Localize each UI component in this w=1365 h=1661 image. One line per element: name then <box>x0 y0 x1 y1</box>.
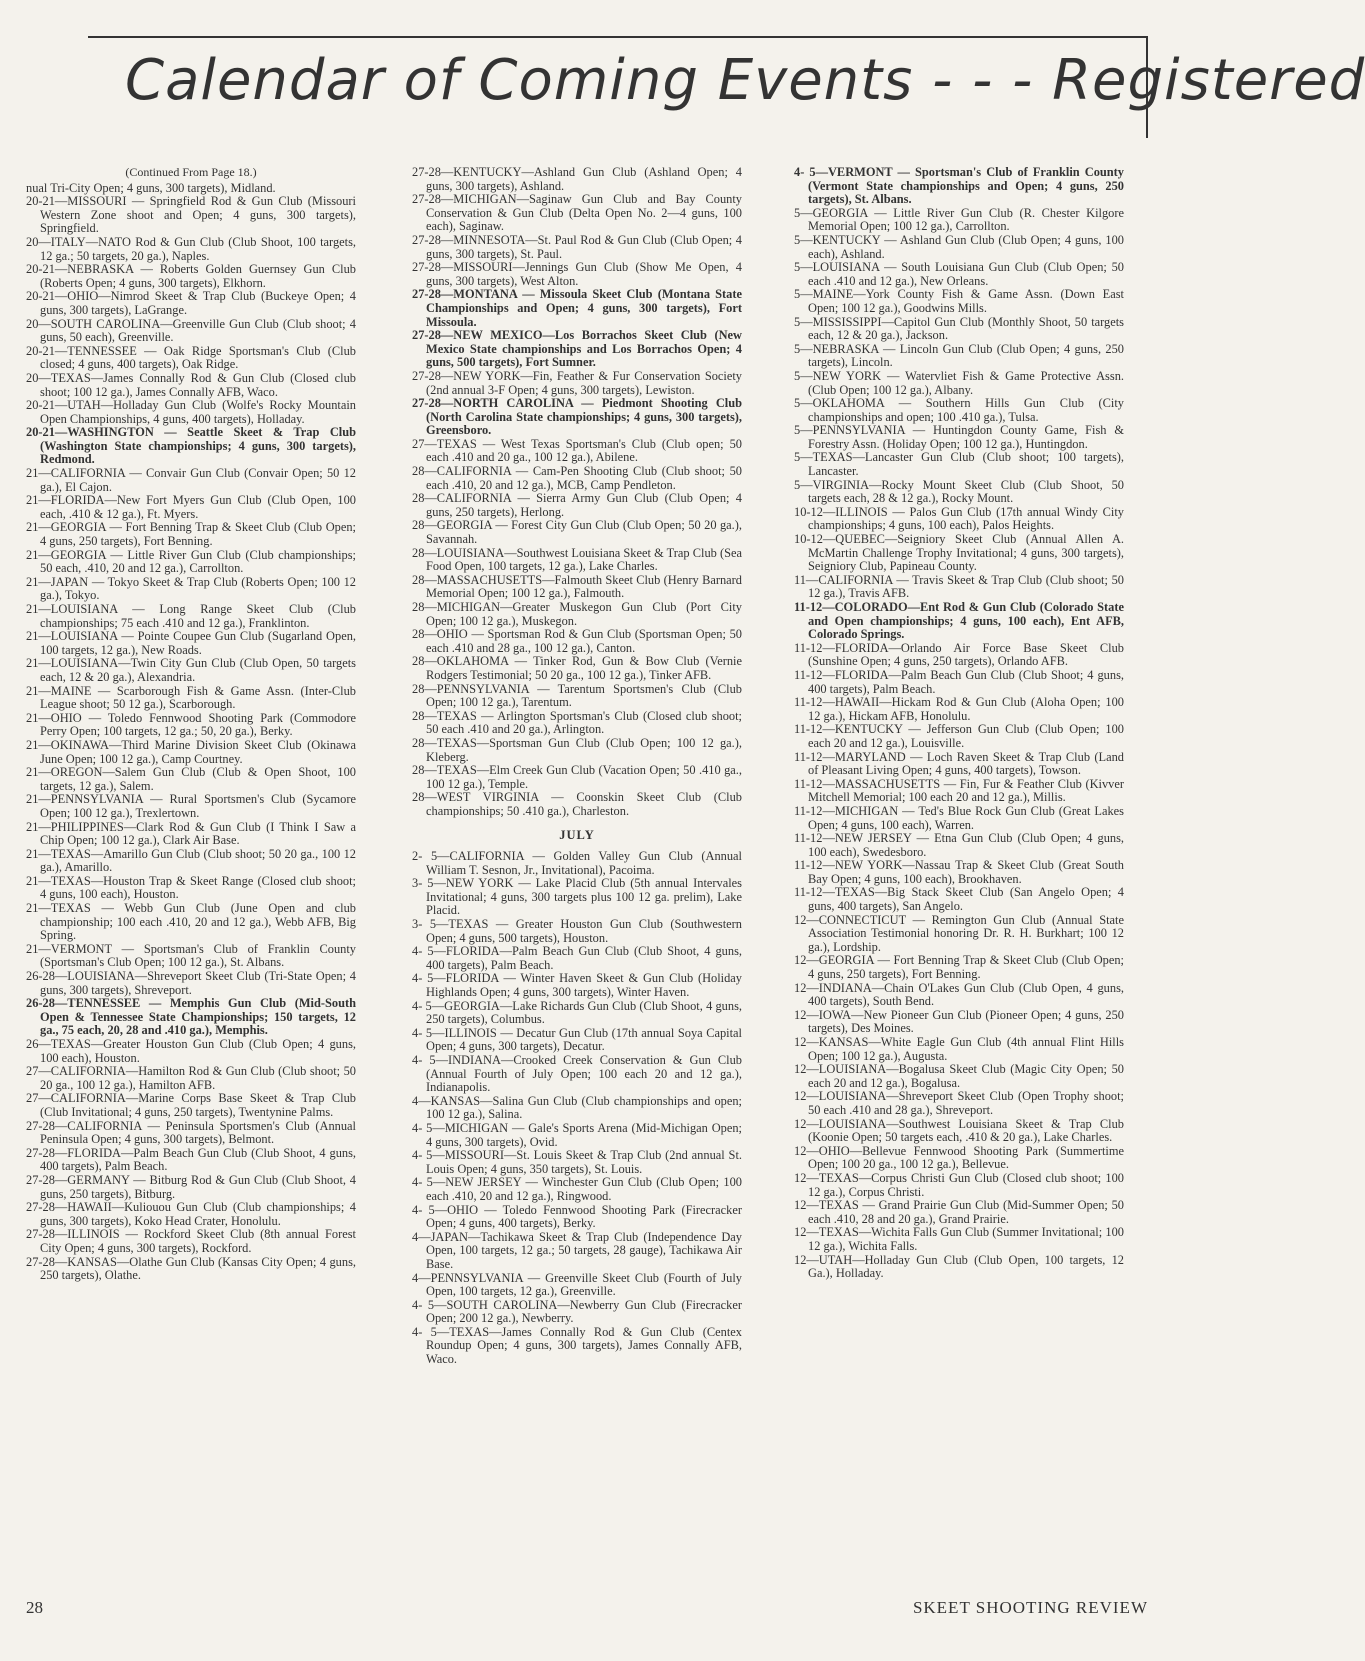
event-entry: 27-28—KENTUCKY—Ashland Gun Club (Ashland Open; 4 guns, 300 targets), Ashland. <box>412 165 742 193</box>
event-entry: 11—CALIFORNIA — Travis Skeet & Trap Club (Club shoot; 50 12 ga.), Travis AFB. <box>794 572 1124 601</box>
event-entry: 4- 5—GEORGIA—Lake Richards Gun Club (Club Shoot, 4 guns, 250 targets), Columbus. <box>412 998 742 1027</box>
event-entry: 5—PENNSYLVANIA — Huntingdon County Game, Fish & Forestry Assn. (Holiday Open; 100 12 ga.), Huntingdon. <box>794 423 1124 451</box>
event-entry: 4—PENNSYLVANIA — Greenville Skeet Club (Fourth of July Open, 100 targets, 12 ga.), Greenville. <box>412 1270 742 1299</box>
event-entry: 4- 5—TEXAS—James Connally Rod & Gun Club (Centex Roundup Open; 4 guns, 300 targets), James Connally AFB, Waco. <box>412 1324 742 1367</box>
event-entry: 20—TEXAS—James Connally Rod & Gun Club (Closed club shoot; 100 12 ga.), James Connally AFB, Waco. <box>26 370 356 399</box>
event-entry: 4- 5—VERMONT — Sportsman's Club of Franklin County (Vermont State championships and Open; 4 guns, 250 targets), St. Albans. <box>794 165 1124 207</box>
event-entry: 27-28—HAWAII—Kuliouou Gun Club (Club championships; 4 guns, 300 targets), Koko Head Crater, Honolulu. <box>26 1200 356 1228</box>
event-entry: 5—TEXAS—Lancaster Gun Club (Club shoot; 100 targets), Lancaster. <box>794 450 1124 479</box>
event-entry: 28—TEXAS—Sportsman Gun Club (Club Open; 100 12 ga.), Kleberg. <box>412 735 742 764</box>
event-entry: 21—TEXAS—Houston Trap & Skeet Range (Closed club shoot; 4 guns, 100 each), Houston. <box>26 873 356 902</box>
event-entry: 21—GEORGIA — Fort Benning Trap & Skeet Club (Club Open; 4 guns, 250 targets), Fort Benning. <box>26 520 356 549</box>
event-entry: 5—MISSISSIPPI—Capitol Gun Club (Monthly Shoot, 50 targets each, 12 & 20 ga.), Jackson. <box>794 314 1124 343</box>
event-entry: 21—GEORGIA — Little River Gun Club (Club championships; 50 each, .410, 20 and 12 ga.), Carrollton. <box>26 547 356 576</box>
event-entry: 12—CONNECTICUT — Remington Gun Club (Annual State Association Testimonial honoring Dr. R. H. Burkhart; 100 12 ga.), Lordship. <box>794 912 1124 954</box>
event-entry: 28—CALIFORNIA — Cam-Pen Shooting Club (Club shoot; 50 each .410, 20 and 12 ga.), MCB, Camp Pendleton. <box>412 464 742 492</box>
event-entry: 20-21—OHIO—Nimrod Skeet & Trap Club (Buckeye Open; 4 guns, 300 targets), LaGrange. <box>26 289 356 317</box>
event-entry: 28—TEXAS — Arlington Sportsman's Club (Closed club shoot; 50 each .410 and 20 ga.), Arlington. <box>412 708 742 737</box>
event-entry: 21—LOUISIANA — Pointe Coupee Gun Club (Sugarland Open, 100 targets, 12 ga.), New Roads. <box>26 629 356 657</box>
event-entry: 21—TEXAS — Webb Gun Club (June Open and club championship; 100 each .410, 20 and 12 ga.), Webb AFB, Big Spring. <box>26 901 356 943</box>
event-entry: 4- 5—INDIANA—Crooked Creek Conservation & Gun Club (Annual Fourth of July Open; 100 each 20 and 12 ga.), Indianapolis. <box>412 1053 742 1095</box>
event-entry: 27-28—CALIFORNIA — Peninsula Sportsmen's Club (Annual Peninsula Open; 4 guns, 300 targets), Belmont. <box>26 1118 356 1147</box>
event-entry: 12—UTAH—Holladay Gun Club (Club Open, 100 targets, 12 Ga.), Holladay. <box>794 1252 1124 1281</box>
event-entry: 4- 5—MISSOURI—St. Louis Skeet & Trap Club (2nd annual St. Louis Open; 4 guns, 350 targets), St. Louis. <box>412 1148 742 1176</box>
event-entry: 11-12—FLORIDA—Palm Beach Gun Club (Club Shoot; 4 guns, 400 targets), Palm Beach. <box>794 667 1124 696</box>
event-entry: 12—GEORGIA — Fort Benning Trap & Skeet Club (Club Open; 4 guns, 250 targets), Fort Benning. <box>794 953 1124 982</box>
event-entry: 27-28—MISSOURI—Jennings Gun Club (Show Me Open, 4 guns, 300 targets), West Alton. <box>412 260 742 288</box>
event-entry: 27-28—MICHIGAN—Saginaw Gun Club and Bay County Conservation & Gun Club (Delta Open No. 2—4 guns, 100 each), Saginaw. <box>412 192 742 234</box>
event-entry: 20—ITALY—NATO Rod & Gun Club (Club Shoot, 100 targets, 12 ga.; 50 targets, 20 ga.), Naples. <box>26 234 356 263</box>
event-entry: 21—TEXAS—Amarillo Gun Club (Club shoot; 50 20 ga., 100 12 ga.), Amarillo. <box>26 846 356 875</box>
event-entry: 27-28—NORTH CAROLINA — Piedmont Shooting Club (North Carolina State championships; 4 guns, 300 targets), Greensboro. <box>412 396 742 438</box>
event-entry: 26-28—LOUISIANA—Shreveport Skeet Club (Tri-State Open; 4 guns, 300 targets), Shreveport. <box>26 969 356 997</box>
event-entry: 12—LOUISIANA—Southwest Louisiana Skeet & Trap Club (Koonie Open; 50 targets each, .410 & 20 ga.), Lake Charles. <box>794 1116 1124 1145</box>
event-entry: 21—LOUISIANA — Long Range Skeet Club (Club championships; 75 each .410 and 12 ga.), Franklinton. <box>26 602 356 630</box>
magazine-name: SKEET SHOOTING REVIEW <box>912 1598 1148 1617</box>
event-entry: 27-28—FLORIDA—Palm Beach Gun Club (Club Shoot, 4 guns, 400 targets), Palm Beach. <box>26 1145 356 1174</box>
event-entry: 20-21—UTAH—Holladay Gun Club (Wolfe's Rocky Mountain Open Championships, 4 guns, 400 targets), Holladay. <box>26 398 356 426</box>
event-entry: 4—KANSAS—Salina Gun Club (Club championships and open; 100 12 ga.), Salina. <box>412 1093 742 1122</box>
column-1 <box>26 166 356 1576</box>
event-entry: 28—MICHIGAN—Greater Muskegon Gun Club (Port City Open; 100 12 ga.), Muskegon. <box>412 600 742 628</box>
event-entry: 27-28—KANSAS—Olathe Gun Club (Kansas City Open; 4 guns, 250 targets), Olathe. <box>26 1254 356 1283</box>
event-entry: 5—NEBRASKA — Lincoln Gun Club (Club Open; 4 guns, 250 targets), Lincoln. <box>794 341 1124 370</box>
event-list <box>26 182 356 1283</box>
event-entry: 27—CALIFORNIA—Marine Corps Base Skeet & Trap Club (Club Invitational; 4 guns, 250 targets), Twentynine Palms. <box>26 1091 356 1119</box>
event-entry: 12—LOUISIANA—Shreveport Skeet Club (Open Trophy shoot; 50 each .410 and 28 ga.), Shreveport. <box>794 1089 1124 1117</box>
event-entry: 27-28—NEW YORK—Fin, Feather & Fur Conservation Society (2nd annual 3-F Open; 4 guns, 300 targets), Lewiston. <box>412 368 742 397</box>
month-heading: JULY <box>559 827 595 842</box>
event-entry: 21—OREGON—Salem Gun Club (Club & Open Shoot, 100 targets, 12 ga.), Salem. <box>26 765 356 793</box>
event-entry: 28—PENNSYLVANIA — Tarentum Sportsmen's Club (Club Open; 100 12 ga.), Tarentum. <box>412 681 742 710</box>
event-entry: 21—FLORIDA—New Fort Myers Gun Club (Club Open, 100 each, .410 & 12 ga.), Ft. Myers. <box>26 493 356 521</box>
event-entry: 21—JAPAN — Tokyo Skeet & Trap Club (Roberts Open; 100 12 ga.), Tokyo. <box>26 574 356 603</box>
event-entry: 5—KENTUCKY — Ashland Gun Club (Club Open; 4 guns, 100 each), Ashland. <box>794 232 1124 261</box>
event-entry: 11-12—NEW YORK—Nassau Trap & Skeet Club (Great South Bay Open; 4 guns, 100 each), Brookhaven. <box>794 858 1124 886</box>
event-entry: 4- 5—ILLINOIS — Decatur Gun Club (17th annual Soya Capital Open; 4 guns, 300 targets), Decatur. <box>412 1025 742 1054</box>
page-title: Calendar of Coming Events - - - Registered <box>125 48 1365 113</box>
event-entry: 12—KANSAS—White Eagle Gun Club (4th annual Flint Hills Open; 100 12 ga.), Augusta. <box>794 1035 1124 1063</box>
event-entry: 11-12—KENTUCKY — Jefferson Gun Club (Club Open; 100 each 20 and 12 ga.), Louisville. <box>794 722 1124 750</box>
event-entry: 11-12—MICHIGAN — Ted's Blue Rock Gun Club (Great Lakes Open; 4 guns, 100 each), Warren. <box>794 803 1124 832</box>
event-entry: 4- 5—MICHIGAN — Gale's Sports Arena (Mid-Michigan Open; 4 guns, 300 targets), Ovid. <box>412 1120 742 1149</box>
event-entry: 4- 5—FLORIDA — Winter Haven Skeet & Gun Club (Holiday Highlands Open; 4 guns, 300 targets), Winter Haven. <box>412 971 742 1000</box>
event-entry: 21—OHIO — Toledo Fennwood Shooting Park (Commodore Perry Open; 100 targets, 12 ga.; 50, 20 ga.), Berky. <box>26 710 356 739</box>
column-2 <box>412 166 742 1576</box>
event-entry: 26—TEXAS—Greater Houston Gun Club (Club Open; 4 guns, 100 each), Houston. <box>26 1037 356 1065</box>
column-3 <box>794 166 1124 1576</box>
event-entry: 28—WEST VIRGINIA — Coonskin Skeet Club (Club championships; 50 .410 ga.), Charleston. <box>412 790 742 818</box>
event-list <box>412 166 742 819</box>
event-entry: 10-12—QUEBEC—Seigniory Skeet Club (Annual Allen A. McMartin Challenge Trophy Invitational; 4 guns, 300 targets), Seigniory Club, Papineau County. <box>794 532 1124 574</box>
event-entry: 26-28—TENNESSEE — Memphis Gun Club (Mid-South Open & Tennessee State Championships; 150 targets, 12 ga., 75 each, 20, 28 and .410 ga.), Memphis. <box>26 996 356 1038</box>
page-number: 28 <box>26 1598 43 1617</box>
event-entry: 4- 5—OHIO — Toledo Fennwood Shooting Park (Firecracker Open; 4 guns, 400 targets), Berky. <box>412 1202 742 1231</box>
event-entry: 28—OHIO — Sportsman Rod & Gun Club (Sportsman Open; 50 each .410 and 28 ga., 100 12 ga.), Canton. <box>412 627 742 655</box>
event-entry: 21—PHILIPPINES—Clark Rod & Gun Club (I Think I Saw a Chip Open; 100 12 ga.), Clark Air Base. <box>26 819 356 848</box>
event-entry: 21—OKINAWA—Third Marine Division Skeet Club (Okinawa June Open; 100 12 ga.), Camp Courtney. <box>26 737 356 766</box>
event-entry: 27—TEXAS — West Texas Sportsman's Club (Club open; 50 each .410 and 20 ga., 100 12 ga.), Abilene. <box>412 436 742 465</box>
event-entry: 12—TEXAS — Grand Prairie Gun Club (Mid-Summer Open; 50 each .410, 28 and 20 ga.), Grand Prairie. <box>794 1198 1124 1226</box>
event-entry: 28—MASSACHUSETTS—Falmouth Skeet Club (Henry Barnard Memorial Open; 100 12 ga.), Falmouth. <box>412 572 742 601</box>
event-entry: 4- 5—SOUTH CAROLINA—Newberry Gun Club (Firecracker Open; 200 12 ga.), Newberry. <box>412 1297 742 1326</box>
event-entry: 20-21—NEBRASKA — Roberts Golden Guernsey Gun Club (Roberts Open; 4 guns, 300 targets), Elkhorn. <box>26 262 356 290</box>
event-entry: 5—NEW YORK — Watervliet Fish & Game Protective Assn. (Club Open; 100 12 ga.), Albany. <box>794 368 1124 397</box>
event-entry: 11-12—NEW JERSEY — Etna Gun Club (Club Open; 4 guns, 100 each), Swedesboro. <box>794 831 1124 859</box>
event-entry: 28—CALIFORNIA — Sierra Army Gun Club (Club Open; 4 guns, 250 targets), Herlong. <box>412 491 742 519</box>
event-entry: 4—JAPAN—Tachikawa Skeet & Trap Club (Independence Day Open, 100 targets, 12 ga.; 50 targets, 28 gauge), Tachikawa Air Base. <box>412 1229 742 1271</box>
event-entry: 28—OKLAHOMA — Tinker Rod, Gun & Bow Club (Vernie Rodgers Testimonial; 50 20 ga., 100 12 ga.), Tinker AFB. <box>412 654 742 682</box>
event-entry: 12—IOWA—New Pioneer Gun Club (Pioneer Open; 4 guns, 250 targets), Des Moines. <box>794 1007 1124 1036</box>
event-entry: 2- 5—CALIFORNIA — Golden Valley Gun Club (Annual William T. Sesnon, Jr., Invitational), Pacoima. <box>412 849 742 877</box>
event-entry: 11-12—TEXAS—Big Stack Skeet Club (San Angelo Open; 4 guns, 400 targets), San Angelo. <box>794 885 1124 914</box>
event-entry: 28—GEORGIA — Forest City Gun Club (Club Open; 50 20 ga.), Savannah. <box>412 518 742 547</box>
event-entry: 28—TEXAS—Elm Creek Gun Club (Vacation Open; 50 .410 ga., 100 12 ga.), Temple. <box>412 763 742 791</box>
event-entry: 20—SOUTH CAROLINA—Greenville Gun Club (Club shoot; 4 guns, 50 each), Greenville. <box>26 316 356 345</box>
event-entry: 5—OKLAHOMA — Southern Hills Gun Club (City championships and open; 100 .410 ga.), Tulsa. <box>794 396 1124 424</box>
event-entry: 21—MAINE — Scarborough Fish & Game Assn. (Inter-Club League shoot; 50 12 ga.), Scarborough. <box>26 683 356 712</box>
event-entry: 27-28—NEW MEXICO—Los Borrachos Skeet Club (New Mexico State championships and Los Borrachos Open; 4 guns, 500 targets), Fort Sumner. <box>412 328 742 370</box>
event-entry: 21—LOUISIANA—Twin City Gun Club (Club Open, 50 targets each, 12 & 20 ga.), Alexandria. <box>26 656 356 684</box>
event-entry: 28—LOUISIANA—Southwest Louisiana Skeet & Trap Club (Sea Food Open, 100 targets, 12 ga.), Lake Charles. <box>412 545 742 574</box>
event-entry: 27—CALIFORNIA—Hamilton Rod & Gun Club (Club shoot; 50 20 ga., 100 12 ga.), Hamilton AFB. <box>26 1064 356 1092</box>
event-entry: 11-12—MASSACHUSETTS — Fin, Fur & Feather Club (Kivver Mitchell Memorial; 100 each 20 and 12 ga.), Millis. <box>794 776 1124 805</box>
event-entry: 20-21—WASHINGTON — Seattle Skeet & Trap Club (Washington State championships; 4 guns, 300 targets), Redmond. <box>26 425 356 467</box>
event-entry: 27-28—GERMANY — Bitburg Rod & Gun Club (Club Shoot, 4 guns, 250 targets), Bitburg. <box>26 1172 356 1201</box>
event-entry: 10-12—ILLINOIS — Palos Gun Club (17th annual Windy City championships; 4 guns, 100 each), Palos Heights. <box>794 504 1124 533</box>
event-entry: 12—INDIANA—Chain O'Lakes Gun Club (Club Open, 4 guns, 400 targets), South Bend. <box>794 980 1124 1009</box>
event-entry: 27-28—MINNESOTA—St. Paul Rod & Gun Club (Club Open; 4 guns, 300 targets), St. Paul. <box>412 232 742 261</box>
event-entry: 20-21—MISSOURI — Springfield Rod & Gun Club (Missouri Western Zone shoot and Open; 4 guns, 300 targets), Springfield. <box>26 194 356 236</box>
event-entry: 4- 5—NEW JERSEY — Winchester Gun Club (Club Open; 100 each .410, 20 and 12 ga.), Ringwood. <box>412 1175 742 1203</box>
event-entry: 5—LOUISIANA — South Louisiana Gun Club (Club Open; 50 each .410 and 12 ga.), New Orleans. <box>794 260 1124 288</box>
event-entry: 11-12—COLORADO—Ent Rod & Gun Club (Colorado State and Open championships; 4 guns, 100 each), Ent AFB, Colorado Springs. <box>794 600 1124 642</box>
event-entry: 12—TEXAS—Wichita Falls Gun Club (Summer Invitational; 100 12 ga.), Wichita Falls. <box>794 1225 1124 1253</box>
event-entry: 20-21—TENNESSEE — Oak Ridge Sportsman's Club (Club closed; 4 guns, 400 targets), Oak Ridge. <box>26 343 356 372</box>
event-entry: 27-28—ILLINOIS — Rockford Skeet Club (8th annual Forest City Open; 4 guns, 300 targets), Rockford. <box>26 1227 356 1255</box>
event-entry: 21—VERMONT — Sportsman's Club of Franklin County (Sportsman's Club Open; 100 12 ga.), St. Albans. <box>26 941 356 970</box>
event-entry: 3- 5—NEW YORK — Lake Placid Club (5th annual Intervales Invitational; 4 guns, 300 targets plus 100 12 ga. prelim), Lake Placid. <box>412 876 742 918</box>
event-entry: 12—LOUISIANA—Bogalusa Skeet Club (Magic City Open; 50 each 20 and 12 ga.), Bogalusa. <box>794 1062 1124 1090</box>
event-entry: 21—CALIFORNIA — Convair Gun Club (Convair Open; 50 12 ga.), El Cajon. <box>26 466 356 494</box>
event-list <box>412 850 742 1367</box>
event-entry: 11-12—FLORIDA—Orlando Air Force Base Skeet Club (Sunshine Open; 4 guns, 250 targets), Orlando AFB. <box>794 640 1124 669</box>
event-entry: 3- 5—TEXAS — Greater Houston Gun Club (Southwestern Open; 4 guns, 500 targets), Houston. <box>412 917 742 945</box>
event-list <box>794 166 1124 1281</box>
event-entry: 5—MAINE—York County Fish & Game Assn. (Down East Open; 100 12 ga.), Goodwins Mills. <box>794 287 1124 315</box>
event-entry: 11-12—MARYLAND — Loch Raven Skeet & Trap Club (Land of Pleasant Living Open; 4 guns, 400 targets), Towson. <box>794 749 1124 778</box>
event-entry: 27-28—MONTANA — Missoula Skeet Club (Montana State Championships and Open; 4 guns, 300 targets), Fort Missoula. <box>412 287 742 329</box>
event-entry: 5—VIRGINIA—Rocky Mount Skeet Club (Club Shoot, 50 targets each, 28 & 12 ga.), Rocky Mount. <box>794 477 1124 506</box>
event-entry: 12—TEXAS—Corpus Christi Gun Club (Closed club shoot; 100 12 ga.), Corpus Christi. <box>794 1170 1124 1199</box>
event-entry: 5—GEORGIA — Little River Gun Club (R. Chester Kilgore Memorial Open; 100 12 ga.), Carrollton. <box>794 205 1124 234</box>
event-entry: 4- 5—FLORIDA—Palm Beach Gun Club (Club Shoot, 4 guns, 400 targets), Palm Beach. <box>412 944 742 972</box>
event-entry: 21—PENNSYLVANIA — Rural Sportsmen's Club (Sycamore Open; 100 12 ga.), Trexlertown. <box>26 792 356 820</box>
event-entry: 12—OHIO—Bellevue Fennwood Shooting Park (Summertime Open; 100 20 ga., 100 12 ga.), Bellevue. <box>794 1143 1124 1172</box>
event-entry: 11-12—HAWAII—Hickam Rod & Gun Club (Aloha Open; 100 12 ga.), Hickam AFB, Honolulu. <box>794 695 1124 723</box>
event-entry: nual Tri-City Open; 4 guns, 300 targets), Midland. <box>26 180 276 195</box>
continued-note: (Continued From Page 18.) <box>125 165 257 179</box>
